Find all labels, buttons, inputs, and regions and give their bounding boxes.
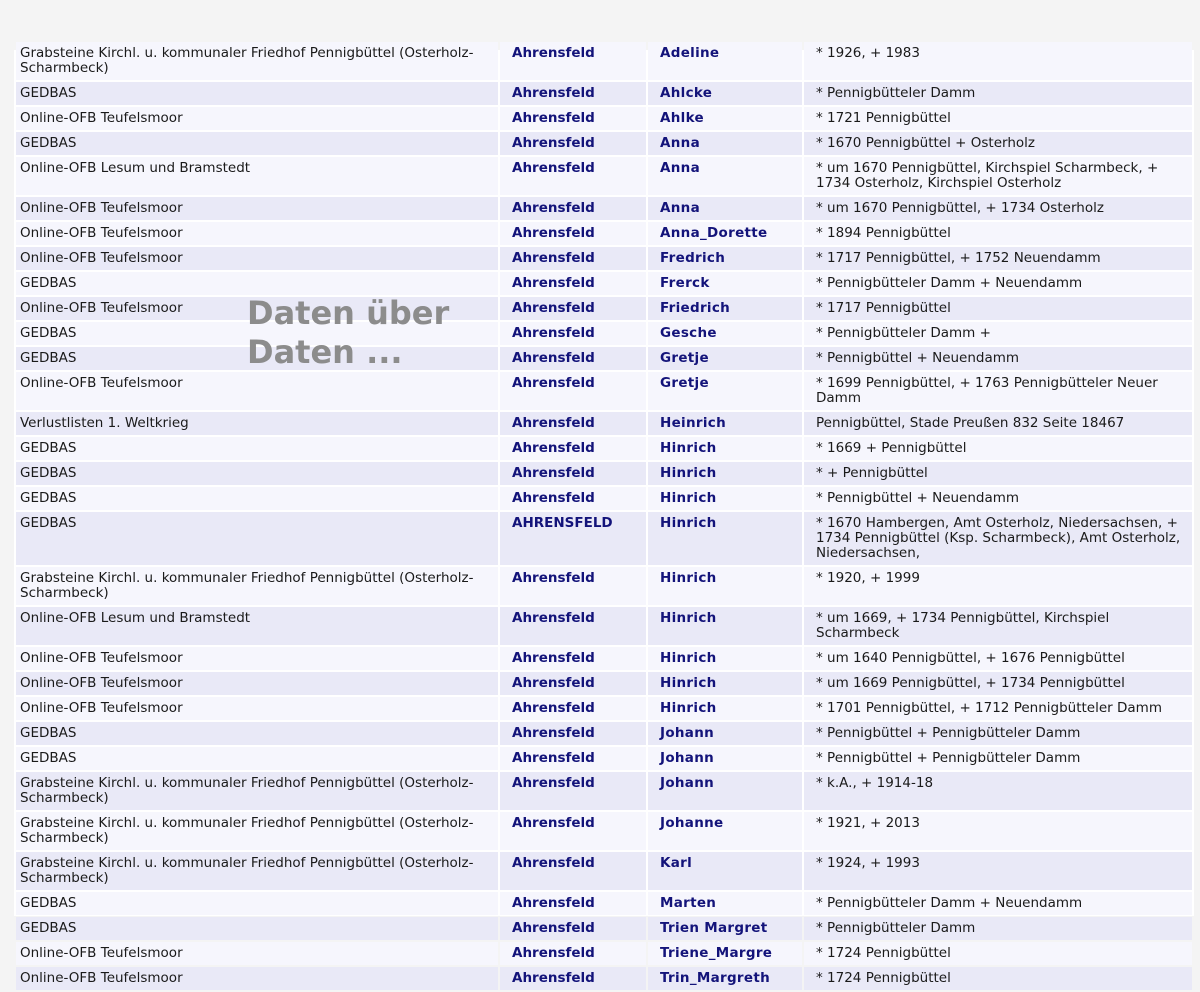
table-row xyxy=(16,917,1192,940)
source-cell: GEDBAS xyxy=(16,722,498,745)
source-cell: GEDBAS xyxy=(16,322,498,345)
table-row xyxy=(16,607,1192,645)
given-name-link[interactable]: Anna_Dorette xyxy=(648,222,802,245)
source-cell: Online-OFB Teufelsmoor xyxy=(16,197,498,220)
source-cell: Online-OFB Teufelsmoor xyxy=(16,672,498,695)
results-table-body xyxy=(16,42,1192,990)
given-name-link[interactable]: Hinrich xyxy=(648,512,802,565)
source-cell: Online-OFB Teufelsmoor xyxy=(16,247,498,270)
data-cell: * um 1670 Pennigbüttel, + 1734 Osterholz xyxy=(804,197,1192,220)
given-name-link[interactable]: Frerck xyxy=(648,272,802,295)
source-cell: Online-OFB Teufelsmoor xyxy=(16,967,498,990)
given-name-link[interactable]: Gesche xyxy=(648,322,802,345)
given-name-link[interactable]: Friedrich xyxy=(648,297,802,320)
surname-link[interactable]: Ahrensfeld xyxy=(500,892,646,915)
data-cell: * 1717 Pennigbüttel, + 1752 Neuendamm xyxy=(804,247,1192,270)
data-cell: * 1721 Pennigbüttel xyxy=(804,107,1192,130)
surname-link[interactable]: Ahrensfeld xyxy=(500,322,646,345)
given-name-link[interactable]: Hinrich xyxy=(648,607,802,645)
data-cell: * 1894 Pennigbüttel xyxy=(804,222,1192,245)
data-cell: * 1724 Pennigbüttel xyxy=(804,967,1192,990)
data-cell: * Pennigbütteler Damm xyxy=(804,82,1192,105)
table-row xyxy=(16,747,1192,770)
given-name-link[interactable]: Heinrich xyxy=(648,412,802,435)
surname-link[interactable]: Ahrensfeld xyxy=(500,722,646,745)
data-cell: * um 1669, + 1734 Pennigbüttel, Kirchspiel Scharmbeck xyxy=(804,607,1192,645)
data-cell: * 1920, + 1999 xyxy=(804,567,1192,605)
source-cell: Online-OFB Teufelsmoor xyxy=(16,107,498,130)
table-row xyxy=(16,567,1192,605)
source-cell: GEDBAS xyxy=(16,462,498,485)
table-row xyxy=(16,852,1192,890)
surname-link[interactable]: Ahrensfeld xyxy=(500,437,646,460)
surname-link[interactable]: Ahrensfeld xyxy=(500,347,646,370)
given-name-link[interactable]: Triene_Margre xyxy=(648,942,802,965)
source-cell: Online-OFB Lesum und Bramstedt xyxy=(16,157,498,195)
surname-link[interactable]: Ahrensfeld xyxy=(500,487,646,510)
surname-link[interactable]: Ahrensfeld xyxy=(500,772,646,810)
table-row xyxy=(16,322,1192,345)
given-name-link[interactable]: Ahlke xyxy=(648,107,802,130)
given-name-link[interactable]: Adeline xyxy=(648,42,802,80)
data-cell: * Pennigbüttel + Pennigbütteler Damm xyxy=(804,747,1192,770)
given-name-link[interactable]: Anna xyxy=(648,197,802,220)
data-cell: * 1724 Pennigbüttel xyxy=(804,942,1192,965)
data-cell: * k.A., + 1914-18 xyxy=(804,772,1192,810)
data-cell: * Pennigbütteler Damm + Neuendamm xyxy=(804,272,1192,295)
source-cell: Grabsteine Kirchl. u. kommunaler Friedhof Pennigbüttel (Osterholz-Scharmbeck) xyxy=(16,567,498,605)
table-row xyxy=(16,222,1192,245)
given-name-link[interactable]: Karl xyxy=(648,852,802,890)
surname-link[interactable]: Ahrensfeld xyxy=(500,372,646,410)
given-name-link[interactable]: Gretje xyxy=(648,372,802,410)
source-cell: GEDBAS xyxy=(16,747,498,770)
source-cell: Grabsteine Kirchl. u. kommunaler Friedhof Pennigbüttel (Osterholz-Scharmbeck) xyxy=(16,772,498,810)
data-cell: * + Pennigbüttel xyxy=(804,462,1192,485)
surname-link[interactable]: Ahrensfeld xyxy=(500,747,646,770)
surname-link[interactable]: Ahrensfeld xyxy=(500,197,646,220)
data-cell: * 1717 Pennigbüttel xyxy=(804,297,1192,320)
source-cell: Online-OFB Lesum und Bramstedt xyxy=(16,607,498,645)
surname-link[interactable]: Ahrensfeld xyxy=(500,412,646,435)
surname-link[interactable]: AHRENSFELD xyxy=(500,512,646,565)
source-cell: GEDBAS xyxy=(16,917,498,940)
given-name-link[interactable]: Trien Margret xyxy=(648,917,802,940)
source-cell: Grabsteine Kirchl. u. kommunaler Friedhof Pennigbüttel (Osterholz-Scharmbeck) xyxy=(16,42,498,80)
source-cell: GEDBAS xyxy=(16,892,498,915)
table-row xyxy=(16,772,1192,810)
surname-link[interactable]: Ahrensfeld xyxy=(500,672,646,695)
table-row xyxy=(16,82,1192,105)
data-cell: * um 1670 Pennigbüttel, Kirchspiel Scharmbeck, + 1734 Osterholz, Kirchspiel Osterholz xyxy=(804,157,1192,195)
surname-link[interactable]: Ahrensfeld xyxy=(500,132,646,155)
given-name-link[interactable]: Johanne xyxy=(648,812,802,850)
table-row xyxy=(16,372,1192,410)
given-name-link[interactable]: Marten xyxy=(648,892,802,915)
table-row xyxy=(16,967,1192,990)
surname-link[interactable]: Ahrensfeld xyxy=(500,297,646,320)
source-cell: Verlustlisten 1. Weltkrieg xyxy=(16,412,498,435)
table-row xyxy=(16,487,1192,510)
source-cell: GEDBAS xyxy=(16,347,498,370)
table-row xyxy=(16,437,1192,460)
results-viewport[interactable] xyxy=(14,45,1194,986)
table-row xyxy=(16,157,1192,195)
source-cell: GEDBAS xyxy=(16,82,498,105)
table-row xyxy=(16,347,1192,370)
source-cell: Online-OFB Teufelsmoor xyxy=(16,942,498,965)
table-row xyxy=(16,512,1192,565)
table-row xyxy=(16,722,1192,745)
table-row xyxy=(16,272,1192,295)
table-row xyxy=(16,812,1192,850)
table-row xyxy=(16,297,1192,320)
surname-link[interactable]: Ahrensfeld xyxy=(500,157,646,195)
given-name-link[interactable]: Hinrich xyxy=(648,462,802,485)
surname-link[interactable]: Ahrensfeld xyxy=(500,607,646,645)
given-name-link[interactable]: Anna xyxy=(648,157,802,195)
surname-link[interactable]: Ahrensfeld xyxy=(500,917,646,940)
results-table xyxy=(14,40,1194,992)
surname-link[interactable]: Ahrensfeld xyxy=(500,967,646,990)
given-name-link[interactable]: Fredrich xyxy=(648,247,802,270)
given-name-link[interactable]: Hinrich xyxy=(648,437,802,460)
data-cell: * Pennigbüttel + Pennigbütteler Damm xyxy=(804,722,1192,745)
table-row xyxy=(16,412,1192,435)
source-cell: GEDBAS xyxy=(16,132,498,155)
table-row xyxy=(16,107,1192,130)
given-name-link[interactable]: Johann xyxy=(648,747,802,770)
data-cell: * 1670 Pennigbüttel + Osterholz xyxy=(804,132,1192,155)
table-row xyxy=(16,247,1192,270)
table-row xyxy=(16,942,1192,965)
surname-link[interactable]: Ahrensfeld xyxy=(500,647,646,670)
table-row xyxy=(16,647,1192,670)
table-row xyxy=(16,672,1192,695)
table-row xyxy=(16,132,1192,155)
given-name-link[interactable]: Anna xyxy=(648,132,802,155)
given-name-link[interactable]: Trin_Margreth xyxy=(648,967,802,990)
data-cell: * Pennigbüttel + Neuendamm xyxy=(804,347,1192,370)
source-cell: GEDBAS xyxy=(16,512,498,565)
table-row xyxy=(16,462,1192,485)
surname-link[interactable]: Ahrensfeld xyxy=(500,107,646,130)
given-name-link[interactable]: Johann xyxy=(648,772,802,810)
surname-link[interactable]: Ahrensfeld xyxy=(500,82,646,105)
given-name-link[interactable]: Hinrich xyxy=(648,487,802,510)
data-cell: * 1670 Hambergen, Amt Osterholz, Niedersachsen, + 1734 Pennigbüttel (Ksp. Scharmbeck), Amt Osterholz, Niedersachsen, xyxy=(804,512,1192,565)
table-row xyxy=(16,892,1192,915)
surname-link[interactable]: Ahrensfeld xyxy=(500,852,646,890)
data-cell: * um 1640 Pennigbüttel, + 1676 Pennigbüttel xyxy=(804,647,1192,670)
surname-link[interactable]: Ahrensfeld xyxy=(500,697,646,720)
data-cell: * Pennigbütteler Damm + xyxy=(804,322,1192,345)
table-row xyxy=(16,197,1192,220)
given-name-link[interactable]: Hinrich xyxy=(648,697,802,720)
source-cell: GEDBAS xyxy=(16,437,498,460)
source-cell: Grabsteine Kirchl. u. kommunaler Friedhof Pennigbüttel (Osterholz-Scharmbeck) xyxy=(16,852,498,890)
surname-link[interactable]: Ahrensfeld xyxy=(500,42,646,80)
data-cell: * um 1669 Pennigbüttel, + 1734 Pennigbüttel xyxy=(804,672,1192,695)
overlay-caption: Daten über Daten ... xyxy=(247,294,450,371)
source-cell: Online-OFB Teufelsmoor xyxy=(16,647,498,670)
surname-link[interactable]: Ahrensfeld xyxy=(500,222,646,245)
surname-link[interactable]: Ahrensfeld xyxy=(500,567,646,605)
source-cell: Grabsteine Kirchl. u. kommunaler Friedhof Pennigbüttel (Osterholz-Scharmbeck) xyxy=(16,812,498,850)
data-cell: Pennigbüttel, Stade Preußen 832 Seite 18467 xyxy=(804,412,1192,435)
given-name-link[interactable]: Hinrich xyxy=(648,647,802,670)
given-name-link[interactable]: Johann xyxy=(648,722,802,745)
source-cell: Online-OFB Teufelsmoor xyxy=(16,697,498,720)
data-cell: * Pennigbütteler Damm + Neuendamm xyxy=(804,892,1192,915)
data-cell: * 1926, + 1983 xyxy=(804,42,1192,80)
given-name-link[interactable]: Hinrich xyxy=(648,567,802,605)
surname-link[interactable]: Ahrensfeld xyxy=(500,812,646,850)
data-cell: * Pennigbüttel + Neuendamm xyxy=(804,487,1192,510)
data-cell: * 1699 Pennigbüttel, + 1763 Pennigbütteler Neuer Damm xyxy=(804,372,1192,410)
data-cell: * Pennigbütteler Damm xyxy=(804,917,1192,940)
source-cell: Online-OFB Teufelsmoor xyxy=(16,297,498,320)
given-name-link[interactable]: Hinrich xyxy=(648,672,802,695)
table-row xyxy=(16,697,1192,720)
data-cell: * 1921, + 2013 xyxy=(804,812,1192,850)
source-cell: GEDBAS xyxy=(16,487,498,510)
source-cell: Online-OFB Teufelsmoor xyxy=(16,222,498,245)
data-cell: * 1701 Pennigbüttel, + 1712 Pennigbütteler Damm xyxy=(804,697,1192,720)
data-cell: * 1669 + Pennigbüttel xyxy=(804,437,1192,460)
surname-link[interactable]: Ahrensfeld xyxy=(500,272,646,295)
surname-link[interactable]: Ahrensfeld xyxy=(500,462,646,485)
surname-link[interactable]: Ahrensfeld xyxy=(500,247,646,270)
given-name-link[interactable]: Ahlcke xyxy=(648,82,802,105)
given-name-link[interactable]: Gretje xyxy=(648,347,802,370)
table-row xyxy=(16,42,1192,80)
source-cell: GEDBAS xyxy=(16,272,498,295)
data-cell: * 1924, + 1993 xyxy=(804,852,1192,890)
surname-link[interactable]: Ahrensfeld xyxy=(500,942,646,965)
source-cell: Online-OFB Teufelsmoor xyxy=(16,372,498,410)
